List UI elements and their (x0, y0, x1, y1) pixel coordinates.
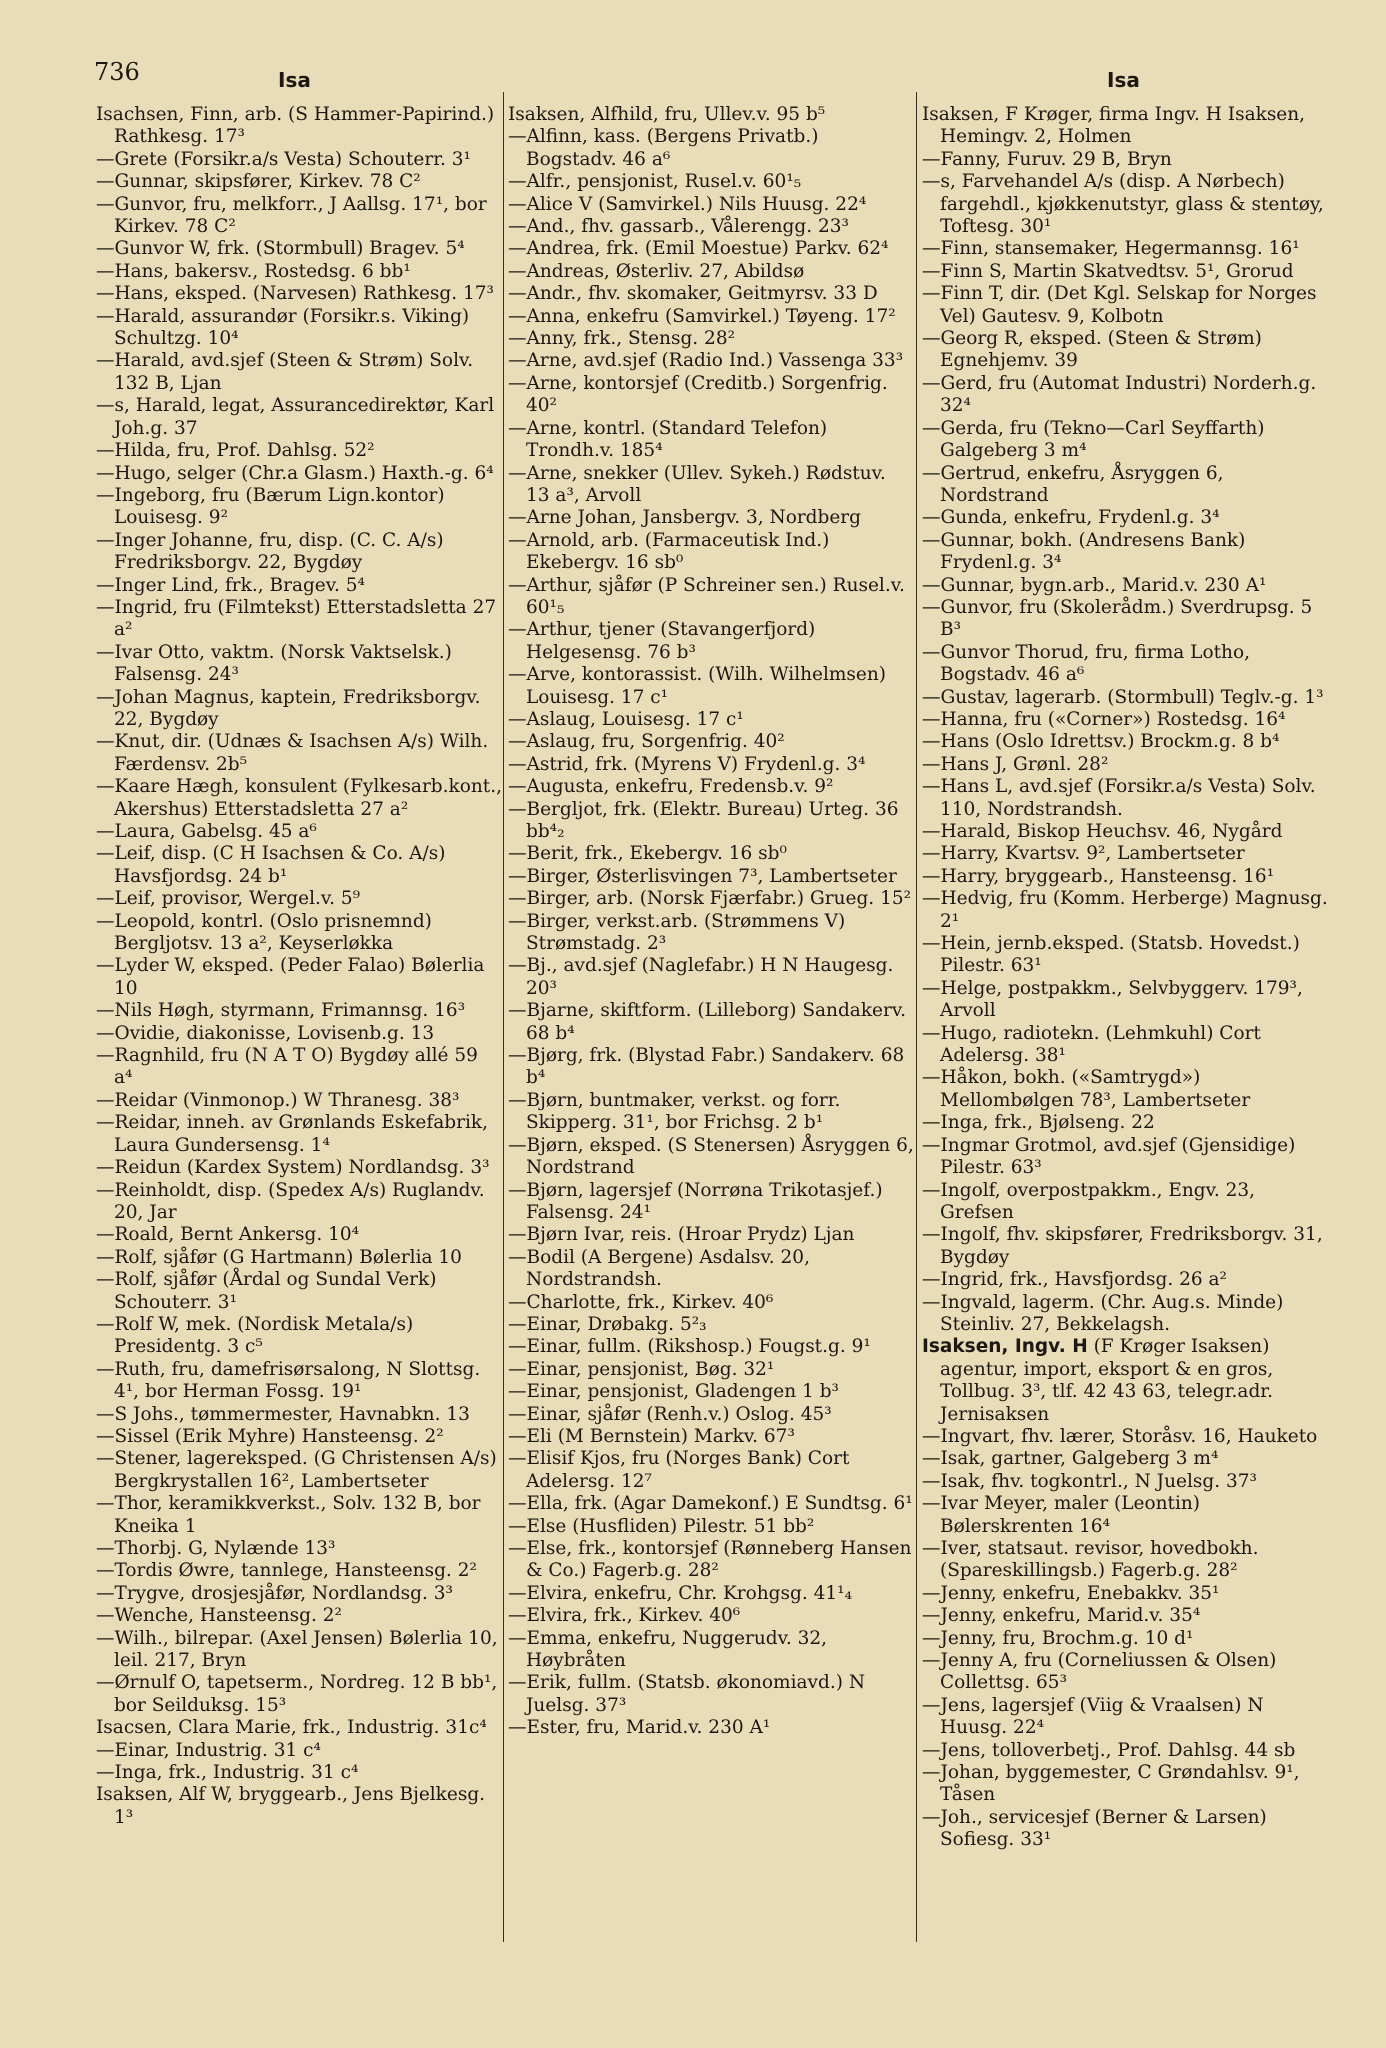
directory-entry: —Einar, Industrig. 31 c⁴ (96, 1739, 321, 1761)
directory-entry: —Ørnulf O, tapetserm., Nordreg. 12 B bb¹, bor Seilduksg. 15³ (96, 1672, 498, 1716)
directory-entry: —Stener, lagereksped. (G Christensen A/s) Bergkrystallen 16², Lambertseter (96, 1448, 497, 1492)
column-divider (916, 92, 917, 1942)
directory-entry: —Birger, Østerlisvingen 7³, Lambertseter (508, 865, 897, 887)
directory-entry: —Berit, frk., Ekebergv. 16 sb⁰ (508, 843, 787, 865)
directory-entry: —Ovidie, diakonisse, Lovisenb.g. 13 (96, 1022, 435, 1044)
directory-entry: —Bjørn, buntmaker, verkst. og forr. Skipperg. 31¹, bor Frichsg. 2 b¹ (508, 1089, 841, 1134)
directory-entry: —And., fhv. gassarb., Vålerengg. 23³ (508, 216, 849, 238)
directory-entry: Isaksen, Ingv. H (F Krøger Isaksen) agentur, import, eksport & en gros, Tollbug. 3³, tlf. 42 43 63, telegr.adr. Jernisaksen (922, 1336, 1274, 1425)
directory-entry: —Hedvig, fru (Komm. Herberge) Magnusg. 2¹ (922, 888, 1328, 932)
directory-entry: —Hans L, avd.sjef (Forsikr.a/s Vesta) Solv. 110, Nordstrandsh. (922, 776, 1316, 820)
directory-entry: —Einar, pensjonist, Bøg. 32¹ (508, 1358, 775, 1380)
directory-entry: —Charlotte, frk., Kirkev. 40⁶ (508, 1291, 774, 1313)
directory-entry: —Johan Magnus, kaptein, Fredriksborgv. 22, Bygdøy (96, 686, 481, 730)
directory-entry: —Ingrid, fru (Filmtekst) Etterstadsletta 27 a² (96, 596, 497, 641)
directory-entry: —Harry, bryggearb., Hansteensg. 16¹ (922, 865, 1275, 887)
directory-entry: —Reidar, inneh. av Grønlands Eskefabrik, Laura Gundersensg. 1⁴ (96, 1112, 488, 1156)
directory-entry: —Helge, postpakkm., Selvbyggerv. 179³, Arvoll (922, 977, 1303, 1022)
directory-entry: —Inga, frk., Bjølseng. 22 (922, 1112, 1155, 1134)
directory-entry: Isacsen, Clara Marie, frk., Industrig. 31c⁴ (96, 1717, 487, 1739)
directory-entry: —Jens, lagersjef (Viig & Vraalsen) N Huusg. 22⁴ (922, 1694, 1264, 1739)
directory-entry: —Gerda, fru (Tekno—Carl Seyffarth) Galgeberg 3 m⁴ (922, 417, 1265, 462)
directory-entry: —S Johs., tømmermester, Havnabkn. 13 (96, 1403, 470, 1425)
directory-entry: —Inga, frk., Industrig. 31 c⁴ (96, 1762, 359, 1784)
directory-entry: —Gertrud, enkefru, Åsryggen 6, Nordstrand (922, 462, 1224, 506)
directory-entry: —Astrid, frk. (Myrens V) Frydenl.g. 3⁴ (508, 753, 866, 775)
directory-entry: —Gunda, enkefru, Frydenl.g. 3⁴ (922, 507, 1220, 529)
directory-entry: —Else (Husfliden) Pilestr. 51 bb² (508, 1515, 815, 1537)
directory-entry: —Reidar (Vinmonop.) W Thranesg. 38³ (96, 1089, 460, 1111)
directory-entry: —Elvira, frk., Kirkev. 40⁶ (508, 1605, 741, 1627)
directory-entry: —Håkon, bokh. («Samtrygd») Mellombølgen 78³, Lambertseter (922, 1067, 1251, 1111)
directory-entry: —Nils Høgh, styrmann, Frimannsg. 16³ (96, 1000, 466, 1022)
directory-entry: —Alfr., pensjonist, Rusel.v. 60¹₅ (508, 171, 802, 193)
directory-entry: —Birger, arb. (Norsk Fjærfabr.) Grueg. 15² (508, 888, 912, 910)
directory-entry: —Isak, gartner, Galgeberg 3 m⁴ (922, 1448, 1219, 1470)
directory-entry: —Arne, kontrl. (Standard Telefon) Trondh.v. 185⁴ (508, 417, 828, 462)
directory-entry: —Wilh., bilrepar. (Axel Jensen) Bølerlia 10, leil. 217, Bryn (96, 1627, 498, 1672)
directory-entry: —Gunvor Thorud, fru, firma Lotho, Bogstadv. 46 a⁶ (922, 641, 1250, 686)
directory-entry: —Hugo, selger (Chr.a Glasm.) Haxth.-g. 6⁴ (96, 462, 494, 484)
directory-entry: —Ivar Meyer, maler (Leontin) Bølerskrenten 16⁴ (922, 1493, 1201, 1537)
directory-entry: —Ingrid, frk., Havsfjordsg. 26 a² (922, 1269, 1227, 1291)
directory-entry: —Alice V (Samvirkel.) Nils Huusg. 22⁴ (508, 193, 867, 215)
directory-entry: —Harald, assurandør (Forsikr.s. Viking) Schultzg. 10⁴ (96, 305, 470, 350)
directory-entry: —Reinholdt, disp. (Spedex A/s) Ruglandv. 20, Jar (96, 1179, 485, 1223)
directory-entry: —Hans (Oslo Idrettsv.) Brockm.g. 8 b⁴ (922, 731, 1280, 753)
column-divider (503, 92, 504, 1942)
directory-entry: —Hanna, fru («Corner») Rostedsg. 16⁴ (922, 708, 1286, 730)
directory-entry: —Ingolf, overpostpakkm., Engv. 23, Grefsen (922, 1179, 1256, 1223)
directory-entry: —s, Harald, legat, Assurancedirektør, Karl Joh.g. 37 (96, 395, 495, 439)
directory-entry: —Rolf, sjåfør (Årdal og Sundal Verk) Schouterr. 3¹ (96, 1269, 437, 1313)
directory-entry: —Gunnar, bokh. (Andresens Bank) Frydenl.g. 3⁴ (922, 529, 1246, 574)
directory-entry: —Harald, Biskop Heuchsv. 46, Nygård (922, 821, 1283, 842)
directory-entry: —Arne, snekker (Ullev. Sykeh.) Rødstuv. 13 a³, Arvoll (508, 462, 886, 506)
directory-entry: —Ingmar Grotmol, avd.sjef (Gjensidige) Pilestr. 63³ (922, 1134, 1296, 1179)
directory-entry: —Inger Johanne, fru, disp. (C. C. A/s) Fredriksborgv. 22, Bygdøy (96, 529, 444, 574)
directory-entry: —Ingvart, fhv. lærer, Storåsv. 16, Hauketo (922, 1425, 1318, 1447)
directory-entry: —Ruth, fru, damefrisørsalong, N Slottsg. 4¹, bor Herman Fossg. 19¹ (96, 1358, 481, 1403)
directory-entry: Isaksen, F Krøger, firma Ingv. H Isaksen, Hemingv. 2, Holmen (922, 104, 1306, 148)
directory-entry: —Einar, Drøbakg. 5²₃ (508, 1313, 707, 1335)
directory-entry: —Bjørn Ivar, reis. (Hroar Prydz) Ljan (508, 1224, 855, 1246)
running-head-right: Isa (1107, 68, 1140, 92)
directory-entry: —Gustav, lagerarb. (Stormbull) Teglv.-g. 1³ (922, 686, 1324, 708)
directory-entry: —Gunvor W, frk. (Stormbull) Bragev. 5⁴ (96, 238, 465, 260)
directory-entry: —Leif, disp. (C H Isachsen & Co. A/s) Havsfjordsg. 24 b¹ (96, 843, 446, 887)
directory-entry: —Tordis Øwre, tannlege, Hansteensg. 2² (96, 1560, 477, 1582)
directory-entry: —Hans J, Grønl. 28² (922, 753, 1109, 775)
directory-entry: —Arthur, sjåfør (P Schreiner sen.) Rusel.v. 60¹₅ (508, 574, 905, 618)
directory-entry: —Joh., servicesjef (Berner & Larsen) Sofiesg. 33¹ (922, 1806, 1267, 1851)
directory-entry: —Elvira, enkefru, Chr. Krohgsg. 41¹₄ (508, 1582, 852, 1604)
directory-entry: —Einar, sjåfør (Renh.v.) Oslog. 45³ (508, 1403, 832, 1425)
directory-entry: —Kaare Hægh, konsulent (Fylkesarb.kont., Akershus) Etterstadsletta 27 a² (96, 776, 502, 820)
directory-entry: —Alfinn, kass. (Bergens Privatb.) Bogstadv. 46 a⁶ (508, 126, 819, 170)
directory-entry: —Rolf W, mek. (Nordisk Metala/s) Presidentg. 3 c⁵ (96, 1313, 414, 1358)
directory-entry: —Gunvor, fru, melkforr., J Aallsg. 17¹, bor Kirkev. 78 C² (96, 193, 487, 238)
directory-entry: —Hans, bakersv., Rostedsg. 6 bb¹ (96, 260, 411, 282)
directory-entry: —Knut, dir. (Udnæs & Isachsen A/s) Wilh. Færdensv. 2b⁵ (96, 731, 489, 775)
directory-entry: —Grete (Forsikr.a/s Vesta) Schouterr. 3¹ (96, 148, 471, 170)
directory-entry: —Fanny, Furuv. 29 B, Bryn (922, 148, 1172, 170)
directory-entry: —Else, frk., kontorsjef (Rønneberg Hansen & Co.) Fagerb.g. 28² (508, 1538, 912, 1582)
directory-entry: —Isak, fhv. togkontrl., N Juelsg. 37³ (922, 1470, 1257, 1492)
directory-entry: —Anna, enkefru (Samvirkel.) Tøyeng. 17² (508, 305, 896, 327)
directory-entry: —Rolf, sjåfør (G Hartmann) Bølerlia 10 (96, 1246, 462, 1268)
directory-entry: —Finn T, dir. (Det Kgl. Selskap for Norges Vel) Gautesv. 9, Kolbotn (922, 283, 1317, 327)
directory-entry: —Birger, verkst.arb. (Strømmens V) Strømstadg. 2³ (508, 910, 846, 955)
directory-entry: Isaksen, Alf W, bryggearb., Jens Bjelkesg. 1³ (96, 1784, 486, 1828)
directory-entry: —Gerd, fru (Automat Industri) Norderh.g. 32⁴ (922, 372, 1317, 417)
directory-entry: —Gunnar, bygn.arb., Marid.v. 230 A¹ (922, 574, 1267, 596)
directory-column-2 (508, 104, 914, 2024)
directory-entry: —Arthur, tjener (Stavangerfjord) Helgesensg. 76 b³ (508, 619, 816, 663)
directory-entry: —Andr., fhv. skomaker, Geitmyrsv. 33 D (508, 283, 878, 305)
directory-entry: —Iver, statsaut. revisor, hovedbokh. (Spareskillingsb.) Fagerb.g. 28² (922, 1538, 1259, 1582)
directory-entry: —Arve, kontorassist. (Wilh. Wilhelmsen) Louisesg. 17 c¹ (508, 664, 887, 708)
directory-entry: —Emma, enkefru, Nuggerudv. 32, Høybråten (508, 1627, 828, 1672)
directory-entry: —Georg R, eksped. (Steen & Strøm) Egnehjemv. 39 (922, 328, 1262, 372)
directory-entry: —Hilda, fru, Prof. Dahlsg. 52² (96, 440, 375, 462)
directory-entry: —Bjørn, eksped. (S Stenersen) Åsryggen 6, Nordstrand (508, 1134, 914, 1179)
directory-entry: —Reidun (Kardex System) Nordlandsg. 3³ (96, 1157, 490, 1179)
directory-entry: Isachsen, Finn, arb. (S Hammer-Papirind.) Rathkesg. 17³ (96, 104, 495, 148)
directory-entry: —Bodil (A Bergene) Asdalsv. 20, Nordstrandsh. (508, 1246, 810, 1291)
directory-entry: —Leif, provisor, Wergel.v. 5⁹ (96, 888, 361, 910)
directory-entry: —Ragnhild, fru (N A T O) Bygdøy allé 59 a⁴ (96, 1045, 478, 1089)
directory-entry: —Aslaug, fru, Sorgenfrig. 40² (508, 731, 785, 753)
directory-entry: —Jens, tolloverbetj., Prof. Dahlsg. 44 sb (922, 1739, 1296, 1761)
directory-entry: —Jenny, fru, Brochm.g. 10 d¹ (922, 1627, 1194, 1649)
entry-bold-head: Isaksen, Ingv. H (922, 1336, 1088, 1358)
directory-entry: —Erik, fullm. (Statsb. økonomiavd.) N Juelsg. 37³ (508, 1672, 866, 1716)
directory-entry: —Trygve, drosjesjåfør, Nordlandsg. 3³ (96, 1582, 453, 1604)
directory-column-1 (96, 104, 502, 2024)
directory-entry: Isaksen, Alfhild, fru, Ullev.v. 95 b⁵ (508, 104, 826, 125)
directory-entry: —Bjørn, lagersjef (Norrøna Trikotasjef.) Falsensg. 24¹ (508, 1179, 883, 1223)
directory-entry: —Sissel (Erik Myhre) Hansteensg. 2² (96, 1425, 444, 1447)
directory-entry: —Wenche, Hansteensg. 2² (96, 1605, 342, 1627)
directory-entry: —Thorbj. G, Nylænde 13³ (96, 1538, 336, 1559)
directory-entry: —Roald, Bernt Ankersg. 10⁴ (96, 1224, 360, 1246)
directory-entry: —Lyder W, eksped. (Peder Falao) Bølerlia 10 (96, 955, 485, 999)
directory-entry: —Anny, frk., Stensg. 28² (508, 328, 736, 350)
directory-entry: —Bergljot, frk. (Elektr. Bureau) Urteg. 36 bb⁴₂ (508, 798, 899, 842)
directory-entry: —Leopold, kontrl. (Oslo prisnemnd) Bergljotsv. 13 a², Keyserløkka (96, 910, 432, 955)
directory-entry: —Gunvor, fru (Skolerådm.) Sverdrupsg. 5 B³ (922, 596, 1313, 641)
directory-entry: —Bjarne, skiftform. (Lilleborg) Sandakerv. 68 b⁴ (508, 1000, 906, 1044)
directory-entry: —Finn, stansemaker, Hegermannsg. 16¹ (922, 238, 1300, 260)
directory-entry: —Gunnar, skipsfører, Kirkev. 78 C² (96, 171, 421, 193)
directory-entry: —Andreas, Østerliv. 27, Abildsø (508, 260, 805, 282)
directory-entry: —Thor, keramikkverkst., Solv. 132 B, bor Kneika 1 (96, 1493, 481, 1537)
directory-entry: —Ingeborg, fru (Bærum Lign.kontor) Louisesg. 9² (96, 484, 445, 529)
directory-entry: —Harald, avd.sjef (Steen & Strøm) Solv. 132 B, Ljan (96, 350, 474, 394)
directory-entry: —Jenny, enkefru, Marid.v. 35⁴ (922, 1605, 1201, 1627)
directory-entry: —Ester, fru, Marid.v. 230 A¹ (508, 1717, 771, 1739)
directory-entry: —Ella, frk. (Agar Damekonf.) E Sundtsg. 6¹ (508, 1493, 913, 1515)
directory-entry: —Ingvald, lagerm. (Chr. Aug.s. Minde) Steinliv. 27, Bekkelagsh. (922, 1291, 1284, 1335)
page-number: 736 (94, 58, 140, 86)
directory-entry: —Augusta, enkefru, Fredensb.v. 9² (508, 776, 834, 798)
directory-entry: —Hein, jernb.eksped. (Statsb. Hovedst.) Pilestr. 63¹ (922, 933, 1300, 977)
directory-entry: —Johan, byggemester, C Grøndahlsv. 9¹, Tåsen (922, 1762, 1300, 1806)
directory-entry: —Eli (M Bernstein) Markv. 67³ (508, 1425, 795, 1447)
directory-entry: —Bjørg, frk. (Blystad Fabr.) Sandakerv. 68 b⁴ (508, 1045, 905, 1089)
directory-entry: —Inger Lind, frk., Bragev. 5⁴ (96, 574, 365, 596)
directory-entry: —Finn S, Martin Skatvedtsv. 5¹, Grorud (922, 260, 1294, 282)
directory-entry: —Jenny, enkefru, Enebakkv. 35¹ (922, 1582, 1220, 1604)
directory-entry: —Ingolf, fhv. skipsfører, Fredriksborgv. 31, Bygdøy (922, 1224, 1323, 1268)
directory-column-3 (922, 104, 1328, 2024)
directory-entry: —Hans, eksped. (Narvesen) Rathkesg. 17³ (96, 283, 494, 305)
directory-entry: —Hugo, radiotekn. (Lehmkuhl) Cort Adelersg. 38¹ (922, 1022, 1261, 1067)
directory-entry: —Aslaug, Louisesg. 17 c¹ (508, 708, 744, 730)
directory-entry: —Ivar Otto, vaktm. (Norsk Vaktselsk.) Falsensg. 24³ (96, 641, 452, 686)
running-head-left: Isa (278, 68, 311, 92)
directory-entry: —s, Farvehandel A/s (disp. A Nørbech) fargehdl., kjøkkenutstyr, glass & stentøy, Toftesg. 30¹ (922, 171, 1324, 238)
directory-entry: —Arne, avd.sjef (Radio Ind.) Vassenga 33³ (508, 350, 904, 372)
directory-entry: —Arne Johan, Jansbergv. 3, Nordberg (508, 507, 861, 529)
directory-entry: —Elisif Kjos, fru (Norges Bank) Cort Adelersg. 12⁷ (508, 1448, 850, 1492)
directory-entry: —Arnold, arb. (Farmaceutisk Ind.) Ekebergv. 16 sb⁰ (508, 529, 830, 574)
directory-entry: —Laura, Gabelsg. 45 a⁶ (96, 821, 317, 842)
directory-entry: —Einar, fullm. (Rikshosp.) Fougst.g. 9¹ (508, 1336, 871, 1358)
directory-entry: —Andrea, frk. (Emil Moestue) Parkv. 62⁴ (508, 238, 889, 260)
directory-entry: —Arne, kontorsjef (Creditb.) Sorgenfrig. 40² (508, 372, 888, 417)
directory-entry: —Einar, pensjonist, Gladengen 1 b³ (508, 1381, 839, 1403)
directory-entry: —Harry, Kvartsv. 9², Lambertseter (922, 843, 1245, 865)
directory-entry: —Bj., avd.sjef (Naglefabr.) H N Haugesg. 20³ (508, 955, 894, 999)
directory-entry: —Jenny A, fru (Corneliussen & Olsen) Collettsg. 65³ (922, 1650, 1277, 1694)
